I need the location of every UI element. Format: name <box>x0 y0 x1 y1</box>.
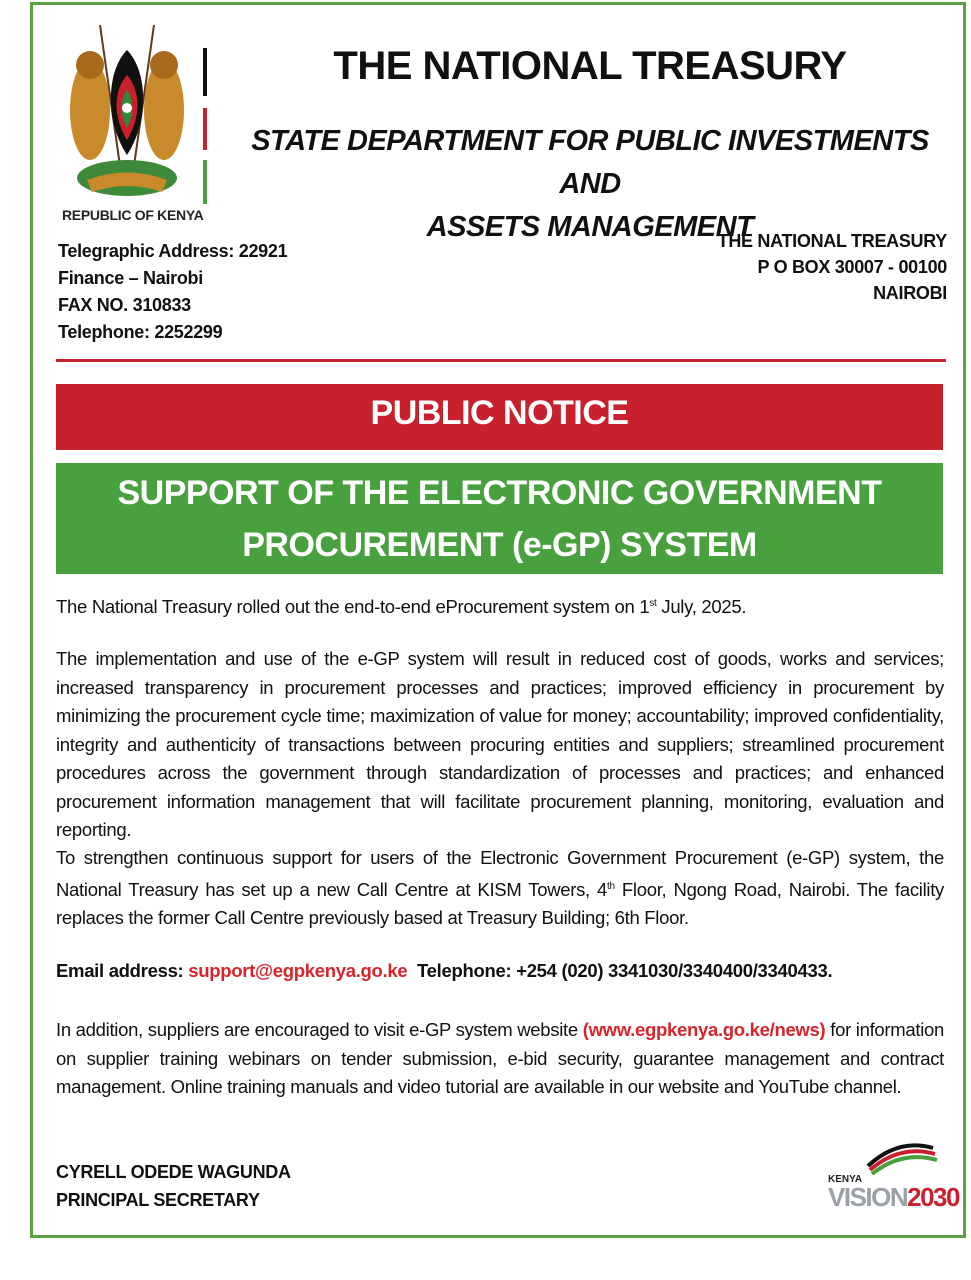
header-divider <box>56 359 946 362</box>
flag-stripe-red <box>203 108 207 150</box>
paragraph-rollout: The National Treasury rolled out the end-to-end eProcurement system on 1st July, 2025. <box>56 596 747 618</box>
paragraph-benefits: The implementation and use of the e-GP system will result in reduced cost of goods, works and services; increased transparency in procurement processes and practices; improved efficiency in procurement by minimizing the procurement cycle time; maximization of value for money; accountability; improved confidentiality, integrity and authenticity of transactions between procuring entities and suppliers; streamlined procurement procedures across the government through standardization of processes and practices; and enhanced procurement information management that will facilitate procurement planning, monitoring, evaluation and reporting. <box>56 648 944 840</box>
postal-city: NAIROBI <box>873 283 947 303</box>
vision-kenya-text: KENYA <box>828 1174 863 1185</box>
notice-heading <box>56 463 943 574</box>
flag-stripe-green <box>203 160 207 204</box>
email-link[interactable]: support@egpkenya.go.ke <box>188 960 408 981</box>
subtitle-line-2: ASSETS MANAGEMENT <box>426 211 754 243</box>
contact-line <box>56 957 944 986</box>
finance-city: Finance – Nairobi <box>58 268 203 288</box>
vision-text: VISION2030 <box>828 1182 959 1212</box>
postal-box: P O BOX 30007 - 00100 <box>757 257 947 277</box>
contact-details <box>58 238 287 346</box>
signatory-title: PRINCIPAL SECRETARY <box>56 1190 260 1210</box>
subtitle-line-1: STATE DEPARTMENT FOR PUBLIC INVESTMENTS AND <box>251 125 929 200</box>
flag-stripe-black <box>203 48 207 96</box>
coat-of-arms-icon <box>62 20 192 210</box>
paragraph-call-centre: To strengthen continuous support for users of the Electronic Government Procurement (e-GP) system, the National Treasury has set up a new Call Centre at KISM Towers, 4th Floor, Ngong Road, Nairobi. The facility replaces the former Call Centre previously based at Treasury Building; 6th Floor. <box>56 847 944 929</box>
signatory-name: CYRELL ODEDE WAGUNDA <box>56 1162 291 1182</box>
website-link[interactable]: (www.egpkenya.go.ke/news) <box>582 1019 826 1040</box>
telegraphic-address: Telegraphic Address: 22921 <box>58 241 288 261</box>
emblem-caption: REPUBLIC OF KENYA <box>62 207 204 223</box>
public-notice-banner: PUBLIC NOTICE <box>56 384 943 450</box>
notice-heading-line-2: PROCUREMENT (e-GP) SYSTEM <box>242 526 757 564</box>
fax-number: FAX NO. 310833 <box>58 295 191 315</box>
page-title: THE NATIONAL TREASURY <box>333 44 847 88</box>
postal-address <box>718 228 947 306</box>
signature-block <box>56 1158 291 1214</box>
telephone-line: Telephone: +254 (020) 3341030/3340400/3340433. <box>407 960 833 981</box>
email-label: Email address: <box>56 960 189 981</box>
vision-2030-logo <box>828 1136 959 1216</box>
paragraph-website: In addition, suppliers are encouraged to visit e-GP system website (www.egpkenya.go.ke/news) for information on supplier training webinars on tender submission, e-bid security, guarantee management and contract management. Online training manuals and video tutorial are available in our website and YouTube channel. <box>56 1019 944 1097</box>
postal-org: THE NATIONAL TREASURY <box>717 231 947 251</box>
notice-heading-line-1: SUPPORT OF THE ELECTRONIC GOVERNMENT <box>117 474 882 512</box>
vision-swoosh-icon <box>828 1136 948 1176</box>
telephone-number: Telephone: 2252299 <box>58 322 223 342</box>
